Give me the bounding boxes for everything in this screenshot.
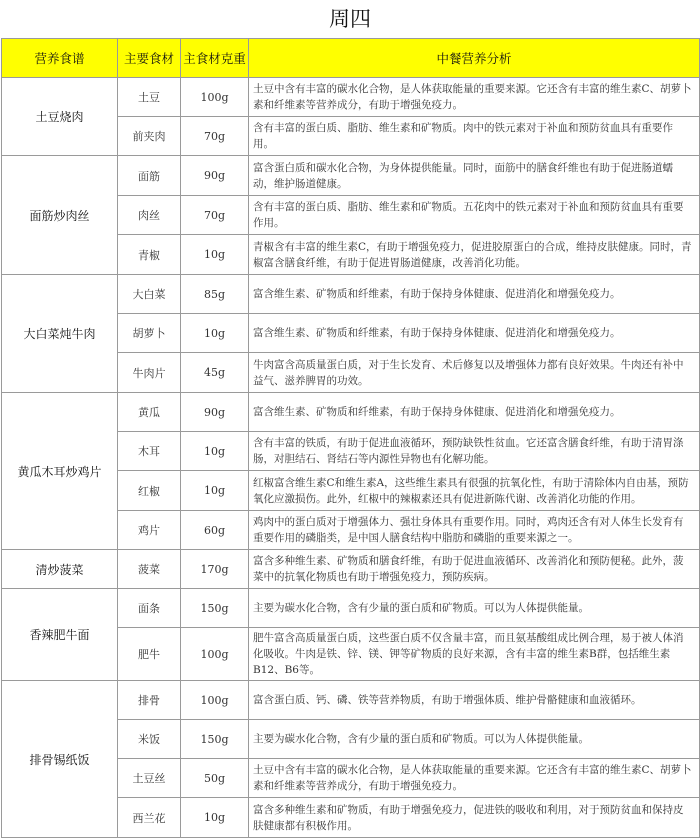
ingredient-weight: 90g (181, 393, 249, 432)
nutrition-note: 含有丰富的蛋白质、脂肪、维生素和矿物质。肉中的铁元素对于补血和预防贫血具有重要作用。 (249, 117, 700, 156)
ingredient-name: 木耳 (118, 432, 181, 471)
dish-name: 香辣肥牛面 (2, 589, 118, 681)
header-ingredient: 主要食材 (118, 39, 181, 78)
table-row (2, 156, 700, 196)
ingredient-weight: 10g (181, 798, 249, 838)
ingredient-name: 西兰花 (118, 798, 181, 838)
nutrition-note: 肥牛富含高质量蛋白质，这些蛋白质不仅含量丰富，而且氨基酸组成比例合理，易于被人体消化吸收。牛肉是铁、锌、镁、钾等矿物质的良好来源，含有丰富的维生素B群，包括维生素B12、B6等。 (249, 628, 700, 681)
ingredient-name: 青椒 (118, 235, 181, 275)
header-recipe: 营养食谱 (2, 39, 118, 78)
ingredient-weight: 60g (181, 511, 249, 550)
ingredient-name: 排骨 (118, 681, 181, 720)
ingredient-weight: 170g (181, 550, 249, 589)
table-row (2, 589, 700, 628)
dish-name: 排骨锡纸饭 (2, 681, 118, 838)
header-analysis: 中餐营养分析 (249, 39, 700, 78)
ingredient-name: 肥牛 (118, 628, 181, 681)
ingredient-weight: 150g (181, 589, 249, 628)
ingredient-weight: 90g (181, 156, 249, 196)
ingredient-weight: 10g (181, 432, 249, 471)
ingredient-weight: 10g (181, 314, 249, 353)
ingredient-name: 米饭 (118, 720, 181, 759)
dish-name: 大白菜炖牛肉 (2, 275, 118, 393)
ingredient-name: 肉丝 (118, 196, 181, 235)
nutrition-table (1, 38, 700, 838)
nutrition-note: 牛肉富含高质量蛋白质，对于生长发育、术后修复以及增强体力都有良好效果。牛肉还有补中益气、滋养脾胃的功效。 (249, 353, 700, 393)
dish-name: 黄瓜木耳炒鸡片 (2, 393, 118, 550)
nutrition-note: 土豆中含有丰富的碳水化合物，是人体获取能量的重要来源。它还含有丰富的维生素C、胡萝卜素和纤维素等营养成分，有助于增强免疫力。 (249, 78, 700, 117)
table-row (2, 393, 700, 432)
table-row (2, 78, 700, 117)
ingredient-weight: 100g (181, 681, 249, 720)
page-title: 周四 (329, 7, 371, 31)
ingredient-name: 菠菜 (118, 550, 181, 589)
ingredient-name: 面条 (118, 589, 181, 628)
nutrition-note: 鸡肉中的蛋白质对于增强体力、强壮身体具有重要作用。同时，鸡肉还含有对人体生长发育有重要作用的磷脂类，是中国人膳食结构中脂肪和磷脂的重要来源之一。 (249, 511, 700, 550)
ingredient-name: 胡萝卜 (118, 314, 181, 353)
dish-name: 土豆烧肉 (2, 78, 118, 156)
ingredient-name: 前夹肉 (118, 117, 181, 156)
nutrition-note: 红椒富含维生素C和维生素A，这些维生素具有很强的抗氧化性，有助于清除体内自由基，预防氧化应激损伤。此外，红椒中的辣椒素还具有促进新陈代谢、改善消化功能的作用。 (249, 471, 700, 511)
nutrition-note: 富含维生素、矿物质和纤维素，有助于保持身体健康、促进消化和增强免疫力。 (249, 275, 700, 314)
header-weight: 主食材克重 (181, 39, 249, 78)
ingredient-name: 红椒 (118, 471, 181, 511)
nutrition-note: 主要为碳水化合物，含有少量的蛋白质和矿物质。可以为人体提供能量。 (249, 720, 700, 759)
nutrition-note: 富含维生素、矿物质和纤维素，有助于保持身体健康、促进消化和增强免疫力。 (249, 314, 700, 353)
table-row (2, 275, 700, 314)
dish-name: 清炒菠菜 (2, 550, 118, 589)
nutrition-note: 富含蛋白质和碳水化合物，为身体提供能量。同时，面筋中的膳食纤维也有助于促进肠道蠕动，维护肠道健康。 (249, 156, 700, 196)
ingredient-weight: 100g (181, 78, 249, 117)
ingredient-name: 土豆 (118, 78, 181, 117)
ingredient-weight: 85g (181, 275, 249, 314)
ingredient-weight: 100g (181, 628, 249, 681)
header-row (2, 39, 700, 78)
table-body (2, 78, 700, 838)
ingredient-name: 大白菜 (118, 275, 181, 314)
ingredient-name: 土豆丝 (118, 759, 181, 798)
ingredient-name: 鸡片 (118, 511, 181, 550)
nutrition-note: 主要为碳水化合物，含有少量的蛋白质和矿物质。可以为人体提供能量。 (249, 589, 700, 628)
nutrition-note: 富含多种维生素、矿物质和膳食纤维，有助于促进血液循环、改善消化和预防便秘。此外，菠菜中的抗氧化物质也有助于增强免疫力，预防疾病。 (249, 550, 700, 589)
ingredient-name: 牛肉片 (118, 353, 181, 393)
ingredient-name: 面筋 (118, 156, 181, 196)
nutrition-note: 青椒含有丰富的维生素C，有助于增强免疫力，促进胶原蛋白的合成，维持皮肤健康。同时，青椒富含膳食纤维，有助于促进胃肠道健康，改善消化功能。 (249, 235, 700, 275)
ingredient-weight: 50g (181, 759, 249, 798)
ingredient-weight: 45g (181, 353, 249, 393)
table-row (2, 550, 700, 589)
ingredient-name: 黄瓜 (118, 393, 181, 432)
table-row (2, 681, 700, 720)
ingredient-weight: 10g (181, 235, 249, 275)
ingredient-weight: 150g (181, 720, 249, 759)
nutrition-note: 含有丰富的蛋白质、脂肪、维生素和矿物质。五花肉中的铁元素对于补血和预防贫血具有重要作用。 (249, 196, 700, 235)
ingredient-weight: 10g (181, 471, 249, 511)
nutrition-note: 富含多种维生素和矿物质，有助于增强免疫力，促进铁的吸收和利用，对于预防贫血和保持皮肤健康都有积极作用。 (249, 798, 700, 838)
nutrition-note: 富含蛋白质、钙、磷、铁等营养物质，有助于增强体质、维护骨骼健康和血液循环。 (249, 681, 700, 720)
nutrition-note: 富含维生素、矿物质和纤维素，有助于保持身体健康、促进消化和增强免疫力。 (249, 393, 700, 432)
ingredient-weight: 70g (181, 196, 249, 235)
ingredient-weight: 70g (181, 117, 249, 156)
dish-name: 面筋炒肉丝 (2, 156, 118, 275)
nutrition-note: 土豆中含有丰富的碳水化合物，是人体获取能量的重要来源。它还含有丰富的维生素C、胡萝卜素和纤维素等营养成分，有助于增强免疫力。 (249, 759, 700, 798)
nutrition-note: 含有丰富的铁质，有助于促进血液循环，预防缺铁性贫血。它还富含膳食纤维，有助于清胃涤肠，对胆结石、肾结石等内源性异物也有化解功能。 (249, 432, 700, 471)
